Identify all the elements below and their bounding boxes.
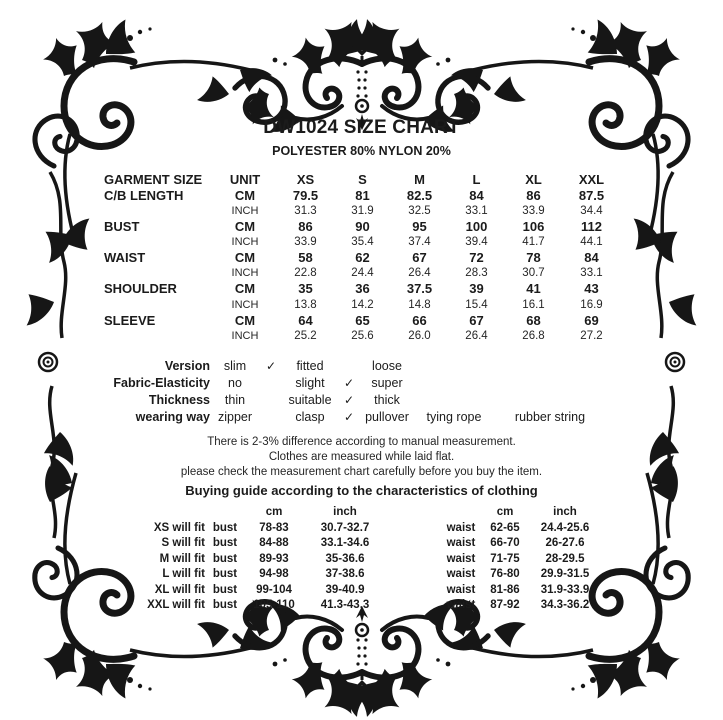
buying-guide	[90, 505, 633, 614]
cell: inch	[333, 506, 357, 519]
cell: 26.8	[522, 329, 545, 342]
cell: XL	[525, 172, 542, 188]
cell: 64	[298, 312, 313, 328]
cell: 26.4	[408, 267, 431, 280]
cell: BUST	[104, 219, 140, 235]
cell: 106	[522, 219, 545, 235]
cell: INCH	[231, 204, 259, 217]
cell: 16.9	[580, 298, 603, 311]
cell: WAIST	[104, 250, 146, 266]
cell: SHOULDER	[104, 281, 177, 297]
size-table-row-sleeve-inch	[104, 328, 621, 344]
cell: 41	[526, 281, 541, 297]
size-chart-page	[90, 116, 633, 613]
cell: XL will fit	[154, 583, 205, 596]
cell: 41.3-43.3	[320, 599, 370, 612]
cell: 71-75	[490, 552, 520, 565]
cell: XXL	[578, 172, 605, 188]
cell: 86	[526, 187, 541, 203]
cell: waist	[446, 599, 476, 612]
attribute-option: thick	[374, 393, 400, 408]
cell: 28.3	[465, 267, 488, 280]
size-table-row-waist-inch	[104, 266, 621, 282]
attributes-section	[90, 358, 606, 426]
attribute-row-wearing-way	[90, 409, 606, 426]
cell: 35-36.6	[325, 552, 365, 565]
attribute-option: thin	[224, 393, 246, 408]
note-line: Clothes are measured while laid flat.	[268, 450, 455, 463]
cell: 24.4-25.6	[540, 521, 590, 534]
check-icon: ✓	[343, 410, 355, 425]
attribute-label: Fabric-Elasticity	[113, 376, 210, 391]
cell: 66	[412, 312, 427, 328]
cell: INCH	[231, 329, 259, 342]
cell: S will fit	[161, 537, 205, 550]
cell: 29.9-31.5	[540, 568, 590, 581]
note-line: please check the measurement chart carefully before you buy the item.	[180, 465, 543, 478]
cell: C/B LENGTH	[104, 187, 184, 203]
cell: SLEEVE	[104, 312, 156, 328]
attribute-option: rubber string	[514, 410, 586, 425]
cell: 33.9	[294, 236, 317, 249]
cell: 16.1	[522, 298, 545, 311]
cell: waist	[446, 521, 476, 534]
cell: CM	[234, 250, 256, 266]
size-table-row-cb-length-inch	[104, 203, 621, 219]
cell: 84	[584, 250, 599, 266]
attribute-label: Thickness	[148, 393, 210, 408]
cell: 67	[412, 250, 427, 266]
cell: waist	[446, 568, 476, 581]
cell: 76-80	[490, 568, 520, 581]
cell: 39-40.9	[325, 583, 365, 596]
cell: CM	[234, 187, 256, 203]
bust-fit-row-m	[90, 551, 387, 567]
cell: 84	[469, 187, 484, 203]
waist-fit-row-xl	[445, 582, 597, 598]
attribute-option: slight	[295, 376, 325, 391]
bust-table-header-row	[90, 505, 387, 521]
cell: 27.2	[580, 329, 603, 342]
cell: bust	[212, 537, 238, 550]
note-line: There is 2-3% difference according to manual measurement.	[207, 435, 516, 448]
waist-fit-table	[445, 505, 597, 614]
cell: 31.9-33.9	[540, 583, 590, 596]
attribute-option: tying rope	[426, 410, 482, 425]
size-table-row-waist-cm	[104, 250, 621, 266]
check-icon: ✓	[265, 359, 277, 374]
size-table-header-row	[104, 172, 621, 188]
cell: 35.4	[351, 236, 374, 249]
cell: waist	[446, 552, 476, 565]
cell: 33.1-34.6	[320, 537, 370, 550]
cell: M will fit	[159, 552, 205, 565]
cell: 62	[355, 250, 370, 266]
attribute-option: loose	[372, 359, 402, 374]
cell: 58	[298, 250, 313, 266]
cell: 112	[581, 219, 602, 235]
border-vine-right	[621, 113, 708, 601]
cell: bust	[212, 521, 238, 534]
cell: 69	[584, 312, 599, 328]
attribute-option: slim	[223, 359, 247, 374]
cell: 31.3	[294, 204, 317, 217]
attribute-label: wearing way	[135, 410, 210, 425]
check-icon: ✓	[343, 393, 355, 408]
cell: 87-92	[490, 599, 520, 612]
size-table-row-shoulder-inch	[104, 297, 621, 313]
cell: 62-65	[490, 521, 520, 534]
cell: bust	[212, 599, 238, 612]
cell: L	[472, 172, 481, 188]
cell: 31.9	[351, 204, 374, 217]
cell: 33.9	[522, 204, 545, 217]
cell: 72	[469, 250, 484, 266]
waist-table-header-row	[445, 505, 597, 521]
cell: CM	[234, 219, 256, 235]
cell: 33.1	[465, 204, 488, 217]
cell: 41.7	[522, 236, 545, 249]
cell: 37-38.6	[325, 568, 365, 581]
cell: 34.3-36.2	[540, 599, 590, 612]
cell: 26-27.6	[545, 537, 585, 550]
cell: S	[358, 172, 367, 188]
cell: 82.5	[406, 187, 433, 203]
cell: XS will fit	[153, 521, 205, 534]
check-icon: ✓	[343, 376, 355, 391]
cell: 25.2	[294, 329, 317, 342]
cell: 28-29.5	[545, 552, 585, 565]
cell: 34.4	[580, 204, 603, 217]
bust-fit-row-xl	[90, 582, 387, 598]
cell: 79.5	[292, 187, 319, 203]
attribute-option: clasp	[295, 410, 325, 425]
waist-fit-row-s	[445, 536, 597, 552]
attribute-option: suitable	[288, 393, 332, 408]
cell: 14.8	[408, 298, 431, 311]
size-table-row-bust-inch	[104, 234, 621, 250]
waist-fit-row-l	[445, 567, 597, 583]
cell: 37.4	[408, 236, 431, 249]
size-table-row-cb-length-cm	[104, 188, 621, 204]
attribute-label: Version	[164, 359, 210, 374]
cell: 105-110	[253, 599, 295, 612]
cell: 43	[584, 281, 599, 297]
bust-fit-row-xxl	[90, 598, 387, 614]
cell: 35	[298, 281, 313, 297]
cell: 90	[355, 219, 370, 235]
cell: 22.8	[294, 267, 317, 280]
cell: bust	[212, 552, 238, 565]
cell: XS	[296, 172, 315, 188]
cell: 14.2	[351, 298, 374, 311]
cell: 100	[465, 219, 488, 235]
cell: INCH	[231, 236, 259, 249]
cell: 37.5	[406, 281, 433, 297]
cell: 26.4	[465, 329, 488, 342]
attribute-option: pullover	[365, 410, 409, 425]
cell: 15.4	[465, 298, 488, 311]
cell: 89-93	[259, 552, 289, 565]
border-medallion-bottom	[262, 596, 463, 720]
cell: 68	[526, 312, 541, 328]
cell: cm	[496, 506, 514, 519]
attribute-row-version	[90, 358, 606, 375]
cell: INCH	[231, 298, 259, 311]
cell: 78	[526, 250, 541, 266]
cell: 94-98	[259, 568, 289, 581]
cell: inch	[553, 506, 577, 519]
cell: 30.7-32.7	[320, 521, 370, 534]
cell: 81	[355, 187, 370, 203]
size-table	[104, 172, 621, 344]
buying-guide-heading: Buying guide according to the characteristics of clothing	[185, 482, 538, 498]
bust-fit-row-s	[90, 536, 387, 552]
attribute-option: super	[371, 376, 403, 391]
cell: 36	[355, 281, 370, 297]
cell: 26.0	[408, 329, 431, 342]
cell: waist	[446, 537, 476, 550]
cell: 39.4	[465, 236, 488, 249]
cell: 95	[412, 219, 427, 235]
cell: 78-83	[259, 521, 289, 534]
cell: 65	[355, 312, 370, 328]
cell: 39	[469, 281, 484, 297]
cell: cm	[265, 506, 283, 519]
cell: 24.4	[351, 267, 374, 280]
size-table-row-sleeve-cm	[104, 312, 621, 328]
waist-fit-row-m	[445, 551, 597, 567]
cell: UNIT	[229, 172, 261, 188]
cell: INCH	[231, 267, 259, 280]
attribute-option: no	[228, 376, 242, 391]
size-table-row-shoulder-cm	[104, 281, 621, 297]
measurement-notes	[90, 435, 633, 499]
cell: waist	[446, 583, 476, 596]
attribute-row-fabric-elasticity	[90, 375, 606, 392]
cell: 44.1	[580, 236, 603, 249]
cell: 33.1	[580, 267, 603, 280]
cell: 81-86	[490, 583, 520, 596]
cell: 30.7	[522, 267, 545, 280]
cell: L will fit	[162, 568, 205, 581]
size-table-row-bust-cm	[104, 219, 621, 235]
cell: 32.5	[408, 204, 431, 217]
cell: 25.6	[351, 329, 374, 342]
cell: 87.5	[578, 187, 605, 203]
cell: XXL will fit	[147, 599, 205, 612]
cell: 99-104	[256, 583, 292, 596]
bust-fit-row-l	[90, 567, 387, 583]
cell: bust	[212, 568, 238, 581]
cell: GARMENT SIZE	[104, 172, 203, 188]
bust-fit-row-xs	[90, 520, 387, 536]
waist-fit-row-xxl	[445, 598, 597, 614]
cell: CM	[234, 312, 256, 328]
attribute-option: zipper	[217, 410, 253, 425]
fabric-composition: POLYESTER 80% NYLON 20%	[272, 144, 451, 158]
bust-fit-table	[90, 505, 387, 614]
cell: 66-70	[490, 537, 520, 550]
cell: 13.8	[294, 298, 317, 311]
page-title: DW1024 SIZE CHART	[263, 117, 460, 138]
cell: M	[414, 172, 425, 188]
cell: bust	[212, 583, 238, 596]
cell: 67	[469, 312, 484, 328]
waist-fit-row-xs	[445, 520, 597, 536]
border-vine-left	[14, 113, 101, 601]
cell: 84-88	[259, 537, 289, 550]
attribute-option: fitted	[296, 359, 324, 374]
attribute-row-thickness	[90, 392, 606, 409]
cell: 86	[298, 219, 313, 235]
cell: CM	[234, 281, 256, 297]
